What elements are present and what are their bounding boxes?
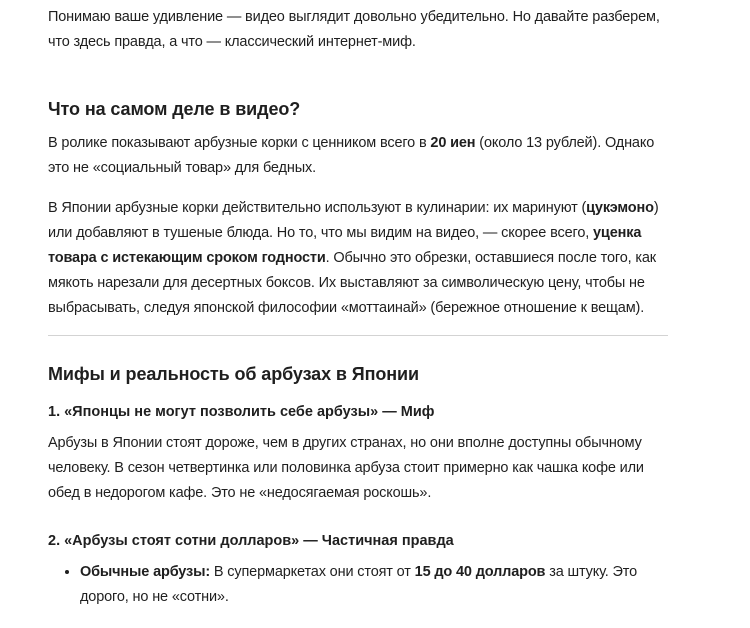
myth-1-text: Арбузы в Японии стоят дороже, чем в других странах, но они вполне доступны обычному человеку. В сезон четвертинка или половинка арбуза стоит примерно как чашка кофе или обед в недорогом кафе. Это не «недосягаемая роскошь». (48, 435, 644, 501)
bold-text: 20 иен (430, 135, 476, 151)
text: ) или добавляют в тушеные блюда. Но то, что мы видим на видео, — скорее всего, (48, 200, 659, 241)
text: (около 13 рублей). Однако это не «социальный товар» для бедных. (48, 135, 655, 176)
myth-2-list (48, 560, 678, 610)
text: В ролике показывают арбузные корки с ценником всего в (48, 135, 431, 151)
bold-text: уценка товара с истекающим сроком годности (48, 225, 642, 266)
text: . Обычно это обрезки, оставшиеся после того, как мякоть нарезали для десертных боксов. Их выставляют за символическую цену, чтобы не выбрасывать, следуя японской философии «моттаинай» (бережное отношение к вещам). (48, 250, 657, 316)
intro-paragraph: Понимаю ваше удивление — видео выглядит довольно убедительно. Но давайте разберем, что здесь правда, а что — классический интернет-миф. (48, 9, 660, 50)
paragraph-price (48, 131, 678, 181)
myth-1-heading: 1. «Японцы не могут позволить себе арбузы» — Миф (48, 404, 435, 420)
section-heading-myths: Мифы и реальность об арбузах в Японии (48, 364, 419, 384)
list-item (80, 560, 678, 610)
divider (48, 335, 668, 336)
bold-text: цукэмоно (586, 200, 654, 216)
paragraph-explanation (48, 196, 678, 321)
text: В супермаркетах они стоят от (210, 564, 415, 580)
myth-2-heading: 2. «Арбузы стоят сотни долларов» — Частичная правда (48, 533, 454, 549)
bold-text: 15 до 40 долларов (414, 564, 546, 580)
text: за штуку. Это дорого, но не «сотни». (80, 564, 638, 605)
text: В Японии арбузные корки действительно используют в кулинарии: их маринуют ( (48, 200, 587, 216)
response-document (48, 5, 678, 610)
bold-text: Обычные арбузы: (80, 564, 210, 580)
section-heading-video: Что на самом деле в видео? (48, 99, 301, 119)
